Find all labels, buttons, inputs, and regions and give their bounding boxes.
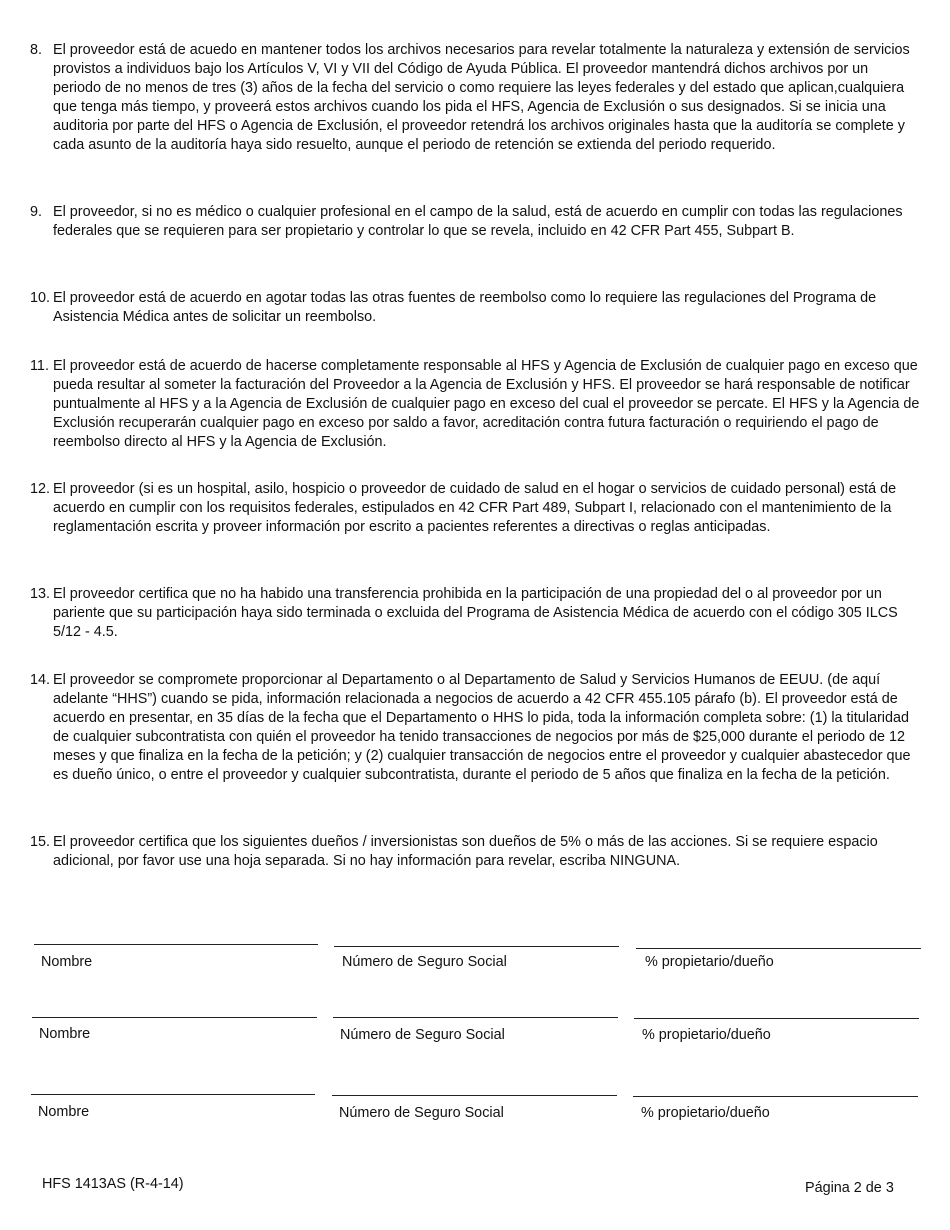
clause-text: El proveedor está de acuerdo de hacerse completamente responsable al HFS y Agencia de Exclusión de cualquier pago en exceso que pueda resultar al someter la facturación del Proveedor a la Agencia de Exclusión y HFS. El proveedor se hará responsable de notificar puntualmente al HFS y a la Agencia de Exclusión de cualquier pago en exceso del cual el proveedor se percate. El HFS y la Agencia de Exclusión recuperarán cualquier pago en exceso por saldo a favor, acreditación contra futura facturación o requiriendo el pago de reembolso directo al HFS y la Agencia de Exclusión. (53, 358, 920, 450)
ssn-field-3[interactable] (332, 1095, 617, 1096)
name-label-3: Nombre (38, 1104, 90, 1120)
clause-11 (30, 357, 920, 452)
clause-number: 8. (30, 42, 43, 58)
ssn-field-1[interactable] (334, 946, 619, 947)
clause-number: 15. (30, 834, 51, 850)
clause-text: El proveedor (si es un hospital, asilo, hospicio o proveedor de cuidado de salud en el hogar o servicios de cuidado personal) está de acuerdo en cumplir con los requisitos federales, estipulados en 42 CFR Part 489, Subpart I, relacionado con el mantenimiento de la reglamentación escrita y proveer información por escrito a pacientes referentes a directivas o reglas anticipadas. (53, 481, 897, 535)
clause-9 (30, 203, 920, 241)
clause-number: 9. (30, 204, 43, 220)
name-label-1: Nombre (41, 954, 93, 970)
clause-text: El proveedor certifica que no ha habido una transferencia prohibida en la participación de una propiedad del o al proveedor por un pariente que su participación haya sido terminada o excluida del Programa de Asistencia Médica de acuerdo con el código 305 ILCS 5/12 - 4.5. (53, 586, 898, 640)
name-label-2: Nombre (39, 1026, 91, 1042)
ownership-pct-field-3[interactable] (633, 1096, 918, 1097)
clause-14 (30, 671, 920, 785)
ssn-field-2[interactable] (333, 1017, 618, 1018)
clause-10 (30, 289, 920, 327)
clause-text: El proveedor está de acuedo en mantener todos los archivos necesarios para revelar totalmente la naturaleza y extensión de servicios provistos a individuos bajo los Artículos V, VI y VII del Código de Ayuda Pública. El proveedor mantendrá dichos archivos por un periodo de no menos de tres (3) años de la fecha del servicio o como requiere las leyes federales y del estado que aplican,cualquiera que tenga más tiempo, y proveerá estos archivos cuando los pida el HFS, Agencia de Exclusión o sus designados. Si se inicia una auditoria por parte del HFS o Agencia de Exclusión, el proveedor retendrá los archivos originales hasta que la auditoría se complete y cada asunto de la auditoría haya sido resuelto, aunque el periodo de retención se extienda del periodo requerido. (53, 42, 910, 153)
ownership-pct-field-1[interactable] (636, 948, 921, 949)
clause-number: 10. (30, 290, 51, 306)
clause-15 (30, 833, 920, 871)
ownership-pct-label-1: % propietario/dueño (645, 954, 774, 970)
clause-number: 12. (30, 481, 51, 497)
page-number: Página 2 de 3 (805, 1180, 894, 1196)
form-id: HFS 1413AS (R-4-14) (42, 1176, 184, 1192)
name-field-2[interactable] (32, 1017, 317, 1018)
clause-text: El proveedor, si no es médico o cualquier profesional en el campo de la salud, está de acuerdo en cumplir con todas las regulaciones federales que se requieren para ser propietario y controlar lo que se revela, incluido en 42 CFR Part 455, Subpart B. (53, 204, 903, 239)
clause-8 (30, 41, 920, 155)
ssn-label-2: Número de Seguro Social (340, 1027, 505, 1043)
ownership-pct-field-2[interactable] (634, 1018, 919, 1019)
clause-number: 13. (30, 586, 51, 602)
ssn-label-1: Número de Seguro Social (342, 954, 507, 970)
name-field-3[interactable] (31, 1094, 315, 1095)
ownership-pct-label-3: % propietario/dueño (641, 1105, 770, 1121)
clause-text: El proveedor está de acuerdo en agotar todas las otras fuentes de reembolso como lo requiere las regulaciones del Programa de Asistencia Médica antes de solicitar un reembolso. (53, 290, 877, 325)
clause-number: 14. (30, 672, 51, 688)
clause-13 (30, 585, 920, 642)
clause-number: 11. (30, 358, 49, 374)
ownership-pct-label-2: % propietario/dueño (642, 1027, 771, 1043)
ssn-label-3: Número de Seguro Social (339, 1105, 504, 1121)
name-field-1[interactable] (34, 944, 318, 945)
clause-text: El proveedor certifica que los siguientes dueños / inversionistas son dueños de 5% o más de las acciones. Si se requiere espacio adicional, por favor use una hoja separada. Si no hay información para revelar, escriba NINGUNA. (53, 834, 878, 869)
clause-12 (30, 480, 920, 537)
clause-text: El proveedor se compromete proporcionar al Departamento o al Departamento de Salud y Servicios Humanos de EEUU. (de aquí adelante “HHS”) cuando se pida, información relacionada a negocios de acuerdo a 42 CFR 455.105 párafo (b). El proveedor está de acuerdo en presentar, en 35 días de la fecha que el Departamento o HHS lo pida, toda la información completa sobre: (1) la titularidad de cualquier subcontratista con quién el proveedor ha tenido transacciones de negocios por más de $25,000 durante el periodo de 12 meses y que finaliza en la fecha de la petición; y (2) cualquier transacción de negocios entre el proveedor y cualquier abastecedor que es dueño único, o entre el proveedor y cualquier subcontratista, durante el periodo de 5 años que finaliza en la fecha de la petición. (53, 672, 911, 783)
